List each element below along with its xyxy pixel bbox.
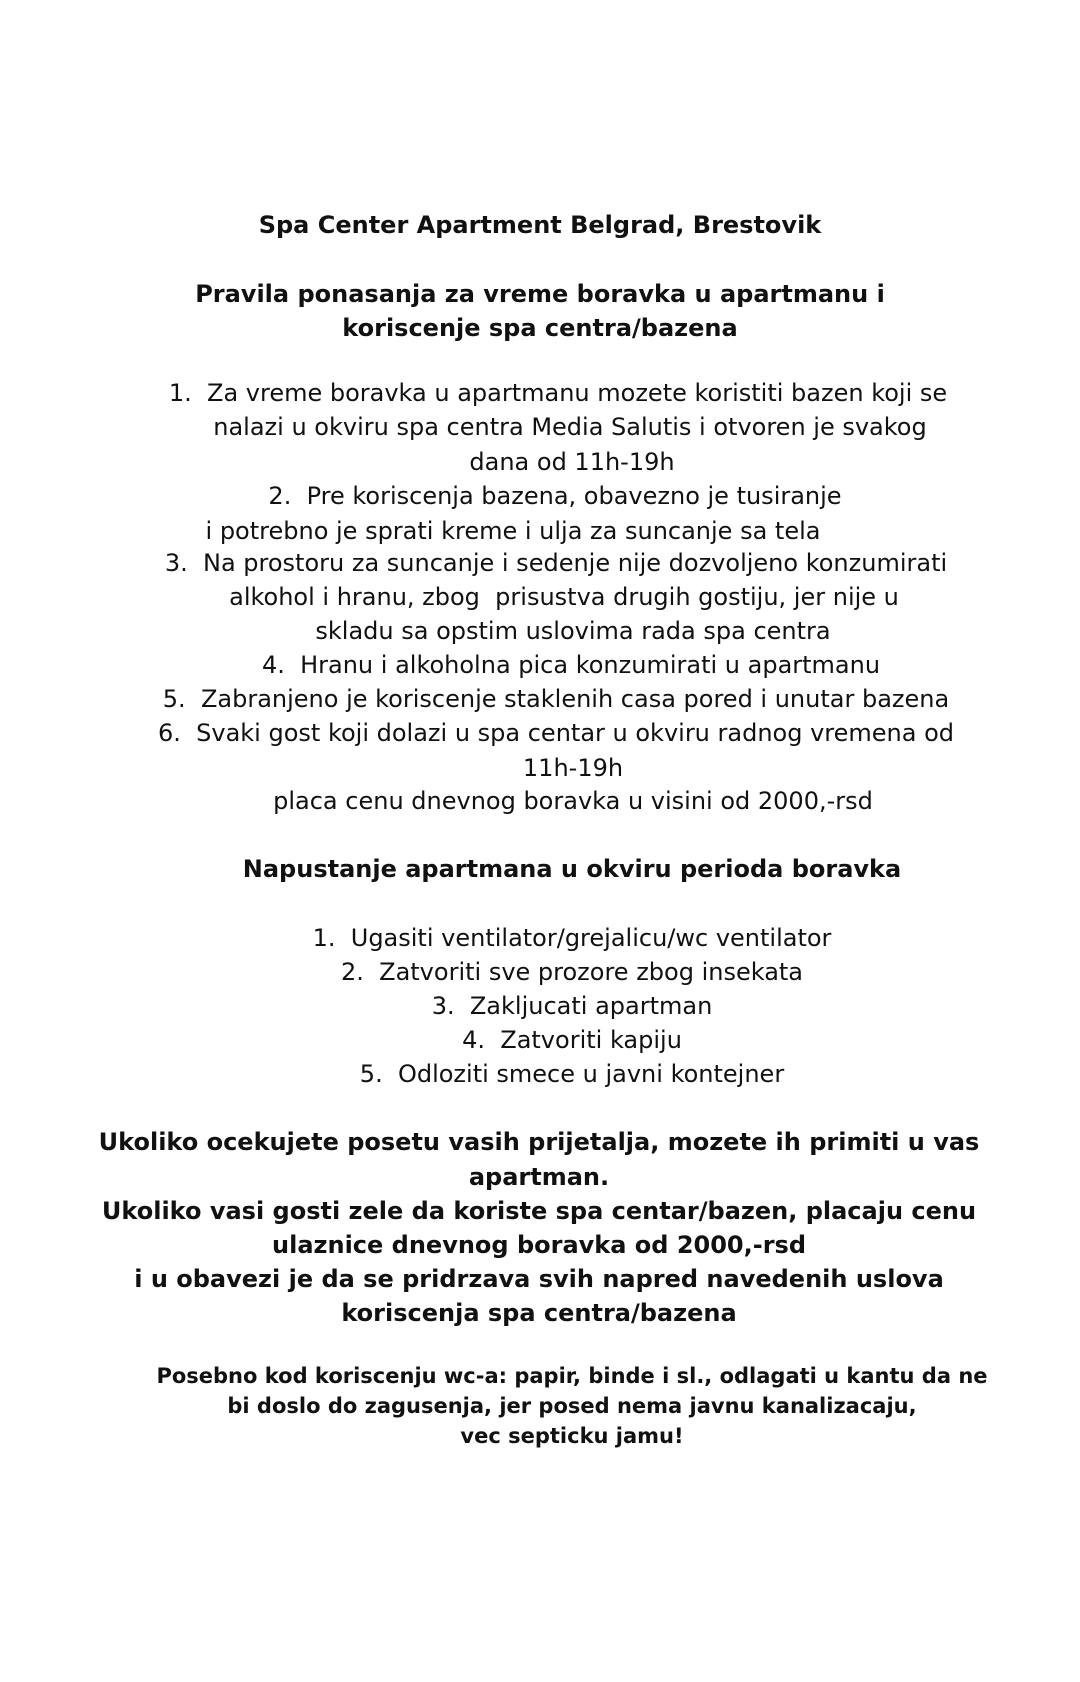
rule-line: alkohol i hranu, zbog prisustva drugih gostiju, jer nije u: [229, 583, 899, 611]
rule-line: skladu sa opstim uslovima rada spa centra: [315, 617, 831, 645]
rule-line: dana od 11h-19h: [469, 448, 675, 476]
visitors-note-line: i u obavezi je da se pridrzava svih napred navedenih uslova: [134, 1265, 944, 1293]
leaving-step: 2. Zatvoriti sve prozore zbog insekata: [340, 958, 804, 986]
leaving-heading: Napustanje apartmana u okviru perioda boravka: [242, 855, 902, 883]
rule-line: 5. Zabranjeno je koriscenje staklenih casa pored i unutar bazena: [162, 685, 950, 713]
wc-note-line: bi doslo do zagusenja, jer posed nema javnu kanalizacaju,: [227, 1394, 917, 1418]
wc-note-line: vec septicku jamu!: [460, 1424, 684, 1448]
rule-line: 6. Svaki gost koji dolazi u spa centar u okviru radnog vremena od: [157, 719, 955, 747]
rules-heading-line: koriscenje spa centra/bazena: [342, 314, 738, 342]
visitors-note-line: Ukoliko vasi gosti zele da koriste spa centar/bazen, placaju cenu: [101, 1197, 977, 1225]
leaving-step: 4. Zatvoriti kapiju: [462, 1026, 682, 1054]
document-title: Spa Center Apartment Belgrad, Brestovik: [258, 211, 822, 239]
rule-line: placa cenu dnevnog boravka u visini od 2000,-rsd: [273, 787, 873, 815]
leaving-step: 1. Ugasiti ventilator/grejalicu/wc ventilator: [312, 924, 832, 952]
leaving-step: 3. Zakljucati apartman: [431, 992, 713, 1020]
rule-line: 4. Hranu i alkoholna pica konzumirati u apartmanu: [261, 651, 881, 679]
rule-line: nalazi u okviru spa centra Media Salutis i otvoren je svakog: [213, 413, 927, 441]
visitors-note-line: koriscenja spa centra/bazena: [341, 1299, 737, 1327]
rule-line: 1. Za vreme boravka u apartmanu mozete koristiti bazen koji se: [168, 379, 948, 407]
wc-note-line: Posebno kod koriscenju wc-a: papir, binde i sl., odlagati u kantu da ne: [156, 1364, 988, 1388]
rule-line: 2. Pre koriscenja bazena, obavezno je tusiranje: [268, 482, 842, 510]
leaving-step: 5. Odloziti smece u javni kontejner: [359, 1060, 785, 1088]
visitors-note-line: Ukoliko ocekujete posetu vasih prijetalja, mozete ih primiti u vas: [98, 1128, 980, 1156]
rule-line: i potrebno je sprati kreme i ulja za suncanje sa tela: [205, 517, 821, 545]
visitors-note-line: apartman.: [468, 1163, 610, 1191]
rule-line: 11h-19h: [522, 754, 624, 782]
rules-heading-line: Pravila ponasanja za vreme boravka u apartmanu i: [195, 280, 885, 308]
rule-line: 3. Na prostoru za suncanje i sedenje nije dozvoljeno konzumirati: [164, 549, 948, 577]
visitors-note-line: ulaznice dnevnog boravka od 2000,-rsd: [272, 1231, 806, 1259]
